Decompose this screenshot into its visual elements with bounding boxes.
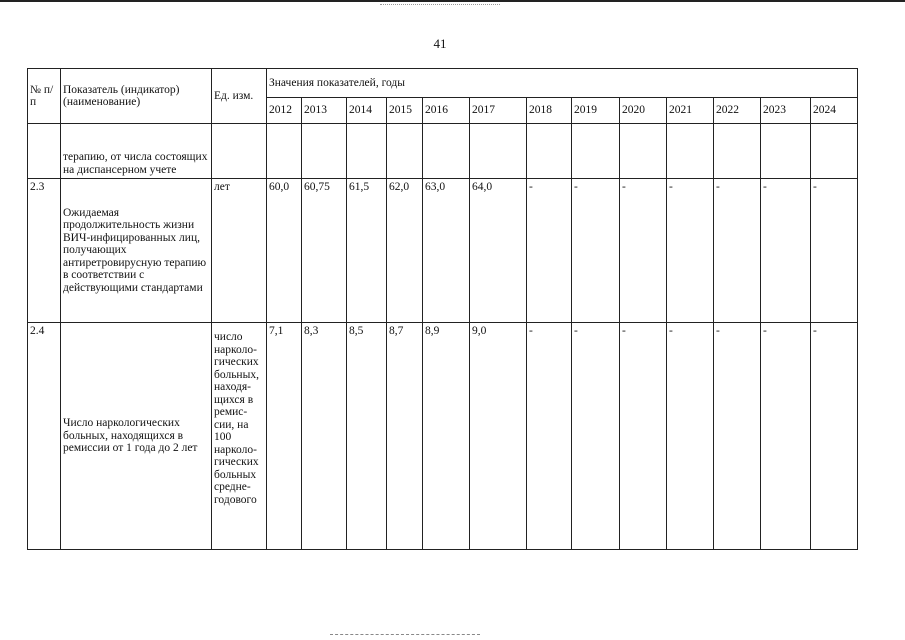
- scan-artifact: [380, 4, 500, 6]
- value-cell-2020: [620, 124, 667, 179]
- top-scan-edge: [0, 0, 905, 2]
- value-cell-2018: -: [527, 179, 572, 323]
- header-year-2022: 2022: [714, 98, 761, 124]
- value-cell-2015: 8,7: [387, 323, 423, 550]
- value-cell-2022: -: [714, 323, 761, 550]
- value-cell-2014: 61,5: [347, 179, 387, 323]
- value-cell-2019: -: [572, 323, 620, 550]
- table-body: [28, 124, 858, 550]
- header-year-2016: 2016: [423, 98, 470, 124]
- page-number: 41: [433, 36, 447, 51]
- indicators-table: [27, 68, 858, 550]
- value-cell-2013: 60,75: [302, 179, 347, 323]
- header-year-2013: 2013: [302, 98, 347, 124]
- scan-artifact-bottom: [330, 634, 480, 636]
- value-cell-2021: -: [667, 323, 714, 550]
- header-year-2024: 2024: [811, 98, 858, 124]
- value-cell-2013: 8,3: [302, 323, 347, 550]
- unit-cell: число нарколо-гических больных, находя-щихся в ремис-сии, на 100 нарколо-гических больных средне-годового: [212, 323, 267, 550]
- value-cell-2017: 64,0: [470, 179, 527, 323]
- row-number-cell: 2.3: [28, 179, 61, 323]
- header-year-2017: 2017: [470, 98, 527, 124]
- header-row-1: [28, 69, 858, 98]
- table-row: [28, 179, 858, 323]
- header-year-2021: 2021: [667, 98, 714, 124]
- value-cell-2024: -: [811, 323, 858, 550]
- value-cell-2012: 7,1: [267, 323, 302, 550]
- value-cell-2014: 8,5: [347, 323, 387, 550]
- header-year-2018: 2018: [527, 98, 572, 124]
- header-values-group: Значения показателей, годы: [267, 69, 858, 98]
- unit-cell: [212, 124, 267, 179]
- header-year-2023: 2023: [761, 98, 811, 124]
- value-cell-2015: 62,0: [387, 179, 423, 323]
- value-cell-2024: -: [811, 179, 858, 323]
- value-cell-2017: [470, 124, 527, 179]
- indicator-cell: Ожидаемая продолжительность жизни ВИЧ-инфицированных лиц, получающих антиретровирусную терапию в соответствии с действующими стандартами: [61, 179, 212, 323]
- value-cell-2016: [423, 124, 470, 179]
- value-cell-2017: 9,0: [470, 323, 527, 550]
- table-row: [28, 124, 858, 179]
- table-row: [28, 323, 858, 550]
- value-cell-2018: [527, 124, 572, 179]
- header-indicator: Показатель (индикатор) (наименование): [61, 69, 212, 124]
- value-cell-2022: -: [714, 179, 761, 323]
- value-cell-2021: -: [667, 179, 714, 323]
- value-cell-2019: [572, 124, 620, 179]
- header-year-2020: 2020: [620, 98, 667, 124]
- value-cell-2016: 63,0: [423, 179, 470, 323]
- header-year-2014: 2014: [347, 98, 387, 124]
- header-num: № п/п: [28, 69, 61, 124]
- value-cell-2012: 60,0: [267, 179, 302, 323]
- value-cell-2021: [667, 124, 714, 179]
- value-cell-2014: [347, 124, 387, 179]
- value-cell-2023: -: [761, 323, 811, 550]
- header-year-2015: 2015: [387, 98, 423, 124]
- indicator-cell: Число наркологических больных, находящихся в ремиссии от 1 года до 2 лет: [61, 323, 212, 550]
- value-cell-2016: 8,9: [423, 323, 470, 550]
- header-unit: Ед. изм.: [212, 69, 267, 124]
- value-cell-2013: [302, 124, 347, 179]
- value-cell-2019: -: [572, 179, 620, 323]
- unit-cell: лет: [212, 179, 267, 323]
- value-cell-2023: [761, 124, 811, 179]
- header-year-2019: 2019: [572, 98, 620, 124]
- value-cell-2023: -: [761, 179, 811, 323]
- value-cell-2015: [387, 124, 423, 179]
- value-cell-2020: -: [620, 179, 667, 323]
- row-number-cell: 2.4: [28, 323, 61, 550]
- value-cell-2024: [811, 124, 858, 179]
- indicator-cell: терапию, от числа состоящих на диспансерном учете: [61, 124, 212, 179]
- value-cell-2022: [714, 124, 761, 179]
- row-number-cell: [28, 124, 61, 179]
- value-cell-2012: [267, 124, 302, 179]
- value-cell-2020: -: [620, 323, 667, 550]
- header-year-2012: 2012: [267, 98, 302, 124]
- value-cell-2018: -: [527, 323, 572, 550]
